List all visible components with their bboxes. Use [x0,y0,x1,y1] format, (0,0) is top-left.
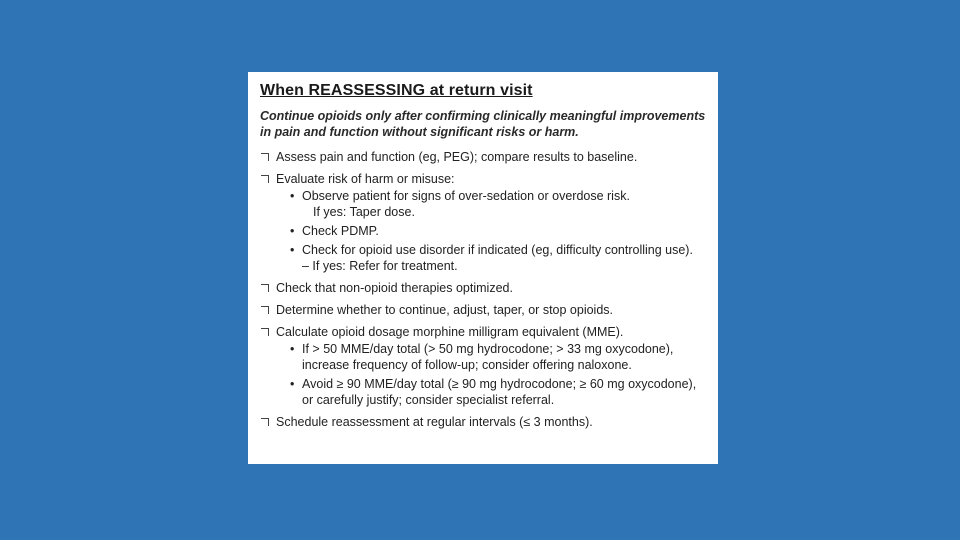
sub-item-text: Avoid ≥ 90 MME/day total (≥ 90 mg hydrocodone; ≥ 60 mg oxycodone), or carefully justify; consider specialist referral. [302,377,697,407]
checkbox-icon [261,328,269,336]
checklist-item-text: Calculate opioid dosage morphine milligram equivalent (MME). [276,325,624,339]
checklist-item-text: Determine whether to continue, adjust, taper, or stop opioids. [276,303,613,317]
checkbox-icon [261,418,269,426]
reassessment-card [248,72,718,464]
sub-list [276,188,708,274]
checklist-item-text: Schedule reassessment at regular intervals (≤ 3 months). [276,415,593,429]
sub-item-text: If > 50 MME/day total (> 50 mg hydrocodone; > 33 mg oxycodone), increase frequency of follow-up; consider offering naloxone. [302,342,674,372]
bullet-icon: • [290,243,295,257]
checklist-item [260,324,708,408]
bullet-icon: • [290,342,295,356]
sub-list-item [288,242,708,274]
bullet-icon: • [290,224,295,238]
sub-item-text: Observe patient for signs of over-sedation or overdose risk. [302,189,630,203]
sub-list-item [288,223,708,239]
checkbox-icon [261,175,269,183]
checklist-item [260,302,708,318]
sub-list-item [288,341,708,373]
checkbox-icon [261,153,269,161]
checklist-item-text: Check that non-opioid therapies optimized. [276,281,513,295]
sub-list-item [288,188,708,220]
sub-item-text: Check PDMP. [302,224,379,238]
bullet-icon: • [290,377,295,391]
checkbox-icon [261,284,269,292]
sub-list [276,341,708,408]
checklist-item [260,414,708,430]
sub-item-followup: – If yes: Refer for treatment. [302,259,458,273]
checklist-item-text: Evaluate risk of harm or misuse: [276,172,455,186]
card-title: When REASSESSING at return visit [260,82,533,99]
checklist-item-text: Assess pain and function (eg, PEG); compare results to baseline. [276,150,638,164]
card-intro: Continue opioids only after confirming clinically meaningful improvements in pain and function without significant risks or harm. [260,109,706,139]
checklist-item [260,280,708,296]
bullet-icon: • [290,189,295,203]
checkbox-icon [261,306,269,314]
sub-item-followup: If yes: Taper dose. [313,205,415,219]
sub-list-item [288,376,708,408]
checklist [260,149,708,430]
checklist-item [260,149,708,165]
sub-item-text: Check for opioid use disorder if indicated (eg, difficulty controlling use). [302,243,693,257]
checklist-item [260,171,708,274]
